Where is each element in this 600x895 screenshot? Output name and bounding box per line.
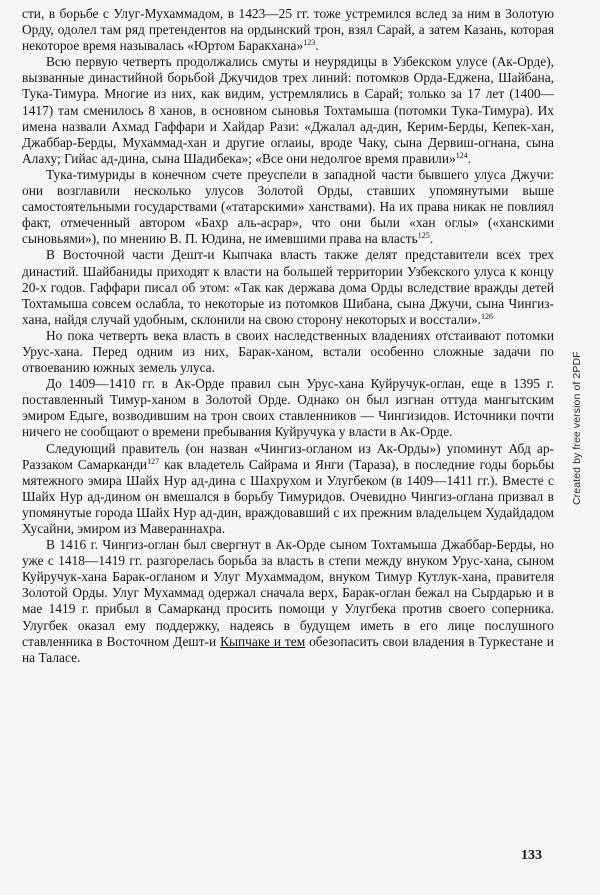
footnote-ref-124: 124 [455, 150, 468, 160]
footnote-ref-126: 126 [481, 311, 494, 321]
footnote-ref-123: 123 [303, 38, 316, 48]
footnote-ref-127: 127 [147, 456, 160, 466]
paragraph-3-text: Тука-тимуриды в конечном счете преуспели в западной части бывшего улуса Джучи: они возглавили несколько улусов Золотой Орды, ставших упомянутыми выше самостоятельными государствами («татарскими» ханствами). На их права никак не повлиял факт, отмеченный автором «Бахр аль-асрар», что они были «хан оглы» («ханскими сыновьями»), по мнению В. П. Юдина, не имевшими права на власть [22, 166, 554, 247]
paragraph-7 [22, 441, 554, 538]
paragraph-8 [22, 537, 554, 666]
paragraph-2-text: Всю первую четверть продолжались смуты и неурядицы в Узбекском улусе (Ак-Орде), вызванные династийной борьбой Джучидов трех линий: потомков Орда-Еджена, Шайбана, Тука-Тимура. Многие из них, как видим, устремлялись в Сарай; только за 17 лет (1400—1417) там сменилось 8 ханов, в основном сыновья Тохтамыша (потомки Тука-Тимура). Их имена назвали Ахмад Гаффари и Хайдар Рази: «Джалал ад-дин, Керим-Берды, Кепек-хан, Джаббар-Берды, Мухаммад-хан и другие оглаиы, вроде Чаку, сына Дервиш-огнана, сына Алаху; Гийас ад-дина, сына Шадибека»; «Все они недолгое время правили» [22, 54, 554, 166]
paragraph-7-text-a: Следующий правитель (он назван «Чингиз-огланом из Ак-Орды») упоминут Абд ар-Раззаком Самарканди [22, 440, 554, 472]
paragraph-1-text: сти, в борьбе с Улуг-Мухаммадом, в 1423—25 гг. тоже устремился вслед за ним в Золотую Орду, одолел там ряд претендентов на ордынский трон, взял Сарай, а затем Казань, которая некоторое время называлась «Юртом Баракхана» [22, 6, 554, 54]
document-body [22, 6, 554, 666]
paragraph-5-text: Но пока четверть века власть в своих наследственных владениях отстаивают потомки Урус-хана. Перед одним из них, Барак-ханом, встали особенно сложные задачи по отвоеванию южных земель улуса. [22, 327, 554, 376]
paragraph-8-text-b: обезопасить свои владения в Туркестане и на Таласе. [22, 633, 554, 665]
paragraph-5 [22, 328, 554, 376]
paragraph-6 [22, 376, 554, 440]
paragraph-1: сти, в борьбе с Улуг-Мухаммадом, в 1423—25 гг. тоже устремился вслед за ним в Золотую Орду, одолел там ряд претендентов на ордынский трон, взял Сарай, а затем Казань, которая некоторое время называлась «Юртом Баракхана»$^{123}$. [22, 6, 554, 54]
underlined-phrase: Кыпчаке и тем [220, 633, 306, 649]
paragraph-8-text-a: В 1416 г. Чингиз-оглан был свергнут в Ак-Орде сыном Тохтамыша Джаббар-Берды, но уже с 1418—1419 гг. разгорелась борьба за власть в степи между внуком Урус-хана, сыном Куйручук-хана Барак-огланом и Улуг Мухаммадом, внуком Тимур Кутлук-хана, правителя Золотой Орды. Улуг Мухаммад одержал сначала верх, Барак-оглан бежал на Сырдарью и в мае 1419 г. прибыл в Самарканд просить помощи у Улугбека против своего соперника. Улугбек оказал ему поддержку, надеясь в будущем иметь в его лице послушного ставленника в Восточном Дешт-и [22, 537, 554, 649]
page-number: 133 [521, 848, 542, 863]
paragraph-7-text-b: как владетель Сайрама и Янги (Тараза), в последние годы борьбы мятежного эмира Шайх Нур ад-дина с Шахрухом и Улугбеком (в 1409—1411 гг.). Вместе с Шайх Нур ад-дином он вмешался в борьбу Тимуридов. Очевидно Чингиз-оглана призвал в упомянутые города Шайх Нур ад-дин, враждовавший с их прежним владельцем Худайдадом Хусайни, эмиром из Мавераннахра. [22, 456, 554, 536]
paragraph-6-text: До 1409—1410 гг. в Ак-Орде правил сын Урус-хана Куйручук-оглан, еще в 1395 г. поставленный Тимур-ханом в Золотой Орде. Однако он был изгнан оттуда мангытским эмиром Едыге, возводившим на трон своих ставленников — Чингизидов. Источники почти ничего не сообщают о времени пребывания Куйручука у власти в Ак-Орде. [22, 376, 554, 440]
paragraph-2: Всю первую четверть продолжались смуты и неурядицы в Узбекском улусе (Ак-Орде), вызванные династийной борьбой Джучидов трех линий: потомков Орда-Еджена, Шайбана, Тука-Тимура. Многие из них, как видим, устремлялись в Сарай; только за 17 лет (1400—1417) там сменилось 8 ханов, в основном сыновья Тохтамыша (потомки Тука-Тимура). Их имена назвали Ахмад Гаффари и Хайдар Рази: «Джалал ад-дин, Керим-Берды, Кепек-хан, Джаббар-Берды, Мухаммад-хан и другие оглаиы, вроде Чаку, сына Дервиш-огнана, сына Алаху; Гийас ад-дина, сына Шадибека»; «Все они недолгое время правили»$^{124}$. [22, 54, 554, 166]
footnote-ref-125: 125 [417, 231, 430, 241]
paragraph-3: Тука-тимуриды в конечном счете преуспели в западной части бывшего улуса Джучи: они возглавили несколько улусов Золотой Орды, ставших упомянутыми выше самостоятельными государствами («татарскими» ханствами). На их права никак не повлиял факт, отмеченный автором «Бахр аль-асрар», что они были «хан оглы» («ханскими сыновьями»), по мнению В. П. Юдина, не имевшими права на власть$^{125}$. [22, 166, 554, 247]
watermark-side-note: Created by free version of 2PDF [571, 351, 583, 505]
paragraph-4 [22, 247, 554, 327]
paragraph-4-text: В Восточной части Дешт-и Кыпчака власть также делят представители всех трех династий. Шайбаниды приходят к власти на большей территории Узбекского улуса к концу 20-х годов. Гаффари писал об этом: «Так как держава дома Орды вследствие вражды детей Тохтамыша совсем ослабла, то некоторые из потомков Шибана, сына Джучи, сына Чингиз-хана, найдя случай удобным, склонили на свою сторону некоторых и восстали». [22, 247, 554, 327]
